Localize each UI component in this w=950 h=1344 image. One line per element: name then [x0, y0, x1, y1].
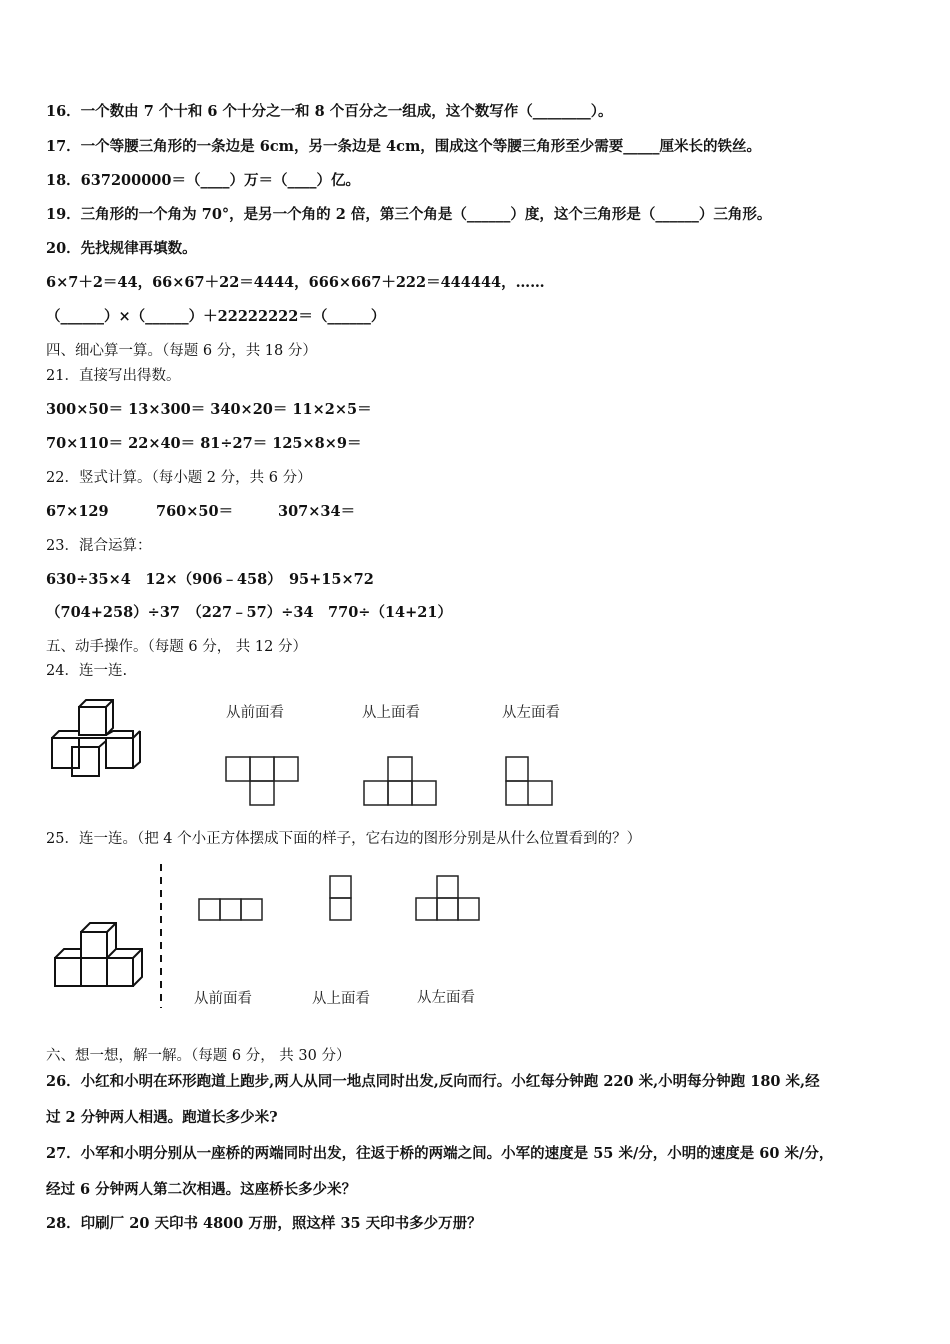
q24-view-left-shape: [506, 757, 552, 805]
q24-caption-left: 从左面看: [502, 705, 560, 721]
q24-caption-top: 从上面看: [362, 705, 420, 721]
question-20: 20．先找规律再填数。: [46, 240, 197, 257]
section-5-heading: 五、动手操作。（每题 6 分， 共 12 分）: [46, 639, 307, 655]
question-22-b: 760×50＝: [156, 503, 234, 520]
question-17: 17．一个等腰三角形的一条边是 6cm，另一条边是 4cm，围成这个等腰三角形至少需要_____厘米长的铁丝。: [46, 138, 762, 155]
question-22-a: 67×129: [46, 503, 109, 520]
q25-cube-stack-drawing: [55, 923, 142, 986]
q25-shape-2: [330, 876, 351, 920]
question-28: 28．印刷厂 20 天印书 4800 万册，照这样 35 天印书多少万册？: [46, 1215, 482, 1232]
q25-caption-top: 从上面看: [312, 991, 370, 1007]
question-21: 21．直接写出得数。: [46, 368, 181, 384]
section-4-heading: 四、细心算一算。（每题 6 分，共 18 分）: [46, 343, 317, 359]
question-23-row-1: 630÷35×4 12×（906﹣458） 95+15×72: [46, 571, 374, 588]
q24-cube-stack-drawing: [52, 700, 140, 776]
question-18: 18．637200000＝（____）万＝（____）亿。: [46, 172, 360, 189]
question-25-figure: [46, 862, 506, 1012]
question-23: 23．混合运算：: [46, 538, 152, 554]
question-24-figure: [46, 695, 586, 815]
question-25: 25．连一连。（把 4 个小正方体摆成下面的样子，它右边的图形分别是从什么位置看到的？）: [46, 831, 642, 847]
q25-shape-1: [199, 899, 262, 920]
question-20-blank: （______）×（______）＋22222222＝（______）: [46, 308, 386, 325]
q25-shape-3: [416, 876, 479, 920]
question-21-row-2: 70×110＝ 22×40＝ 81÷27＝ 125×8×9＝: [46, 435, 362, 452]
q24-caption-front: 从前面看: [226, 705, 284, 721]
section-6-heading: 六、想一想，解一解。（每题 6 分， 共 30 分）: [46, 1048, 351, 1064]
question-26-line-1: 26．小红和小明在环形跑道上跑步,两人从同一地点同时出发,反向而行。小红每分钟跑 220 米,小明每分钟跑 180 米,经: [46, 1073, 820, 1090]
q24-view-front-shape: [226, 757, 298, 805]
question-20-pattern: 6×7＋2＝44，66×67＋22＝4444，666×667＋222＝444444，……: [46, 274, 545, 291]
question-22: 22．竖式计算。（每小题 2 分，共 6 分）: [46, 470, 312, 486]
question-24: 24．连一连.: [46, 663, 128, 679]
question-27-line-1: 27．小军和小明分别从一座桥的两端同时出发，往返于桥的两端之间。小军的速度是 55 米/分，小明的速度是 60 米/分，: [46, 1145, 834, 1162]
question-21-row-1: 300×50＝ 13×300＝ 340×20＝ 11×2×5＝: [46, 401, 372, 418]
question-16: 16．一个数由 7 个十和 6 个十分之一和 8 个百分之一组成，这个数写作（________）。: [46, 103, 613, 120]
question-26-line-2: 过 2 分钟两人相遇。跑道长多少米?: [46, 1109, 278, 1126]
question-23-row-2: （704+258）÷37 （227﹣57）÷34 770÷（14+21）: [46, 604, 452, 621]
q25-caption-left: 从左面看: [417, 990, 475, 1006]
question-19: 19．三角形的一个角为 70°，是另一个角的 2 倍，第三个角是（______）度，这个三角形是（______）三角形。: [46, 206, 772, 223]
q24-view-top-shape: [364, 757, 436, 805]
q25-caption-front: 从前面看: [194, 991, 252, 1007]
question-27-line-2: 经过 6 分钟两人第二次相遇。这座桥长多少米？: [46, 1181, 357, 1198]
question-22-c: 307×34＝: [278, 503, 356, 520]
